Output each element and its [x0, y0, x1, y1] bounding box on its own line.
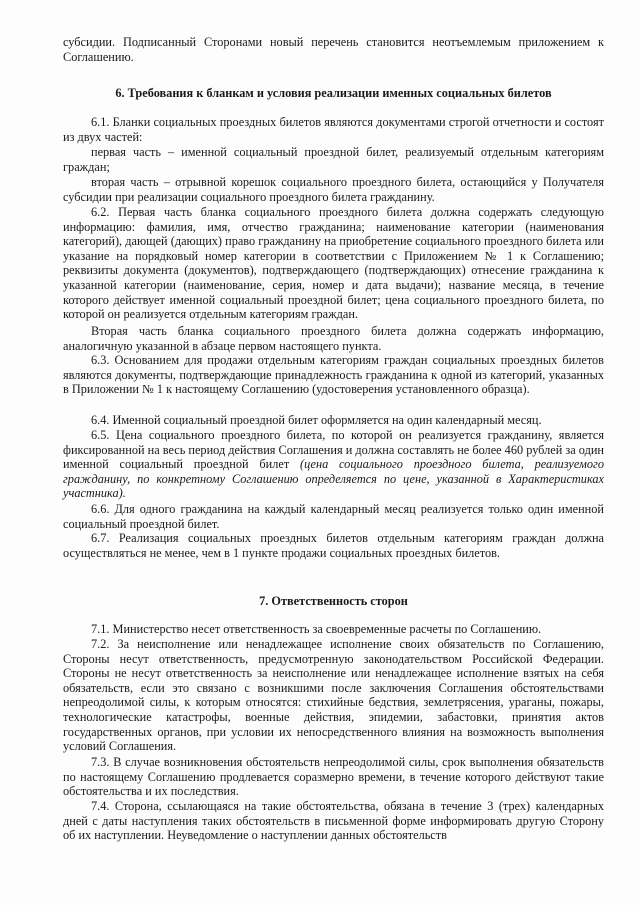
- paragraph-7-4: 7.4. Сторона, ссылающаяся на такие обстоятельства, обязана в течение 3 (трех) календарных дней с даты наступления таких обстоятельств в письменной форме информировать другую Сторону об их наступлении. Неуведомление о наступлении данных обстоятельств: [63, 799, 604, 843]
- paragraph-6-5-main: 6.5. Цена социального проездного билета, по которой он реализуется гражданину, является фиксированной на весь период действия Соглашения и должна составлять не более 460 рублей за один именной социальный проездной билет: [63, 428, 604, 472]
- paragraph-6-4: 6.4. Именной социальный проездной билет оформляется на один календарный месяц.: [91, 413, 542, 427]
- paragraph-6-5: [63, 428, 604, 501]
- paragraph-6-1-part2: вторая часть – отрывной корешок социального проездного билета, остающийся у Получателя субсидии при реализации социального проездного билета гражданину.: [63, 175, 604, 204]
- paragraph-6-7: 6.7. Реализация социальных проездных билетов отдельным категориям граждан должна осуществляться не менее, чем в 1 пункте продажи социальных проездных билетов.: [63, 531, 604, 560]
- paragraph-intro: субсидии. Подписанный Сторонами новый перечень становится неотъемлемым приложением к Соглашению.: [63, 35, 604, 64]
- section-6-heading: 6. Требования к бланкам и условия реализации именных социальных билетов: [115, 86, 552, 100]
- paragraph-7-2: 7.2. За неисполнение или ненадлежащее исполнение своих обязательств по Соглашению, Стороны несут ответственность, предусмотренную законодательством Российской Федерации. Стороны не несут ответственность за неисполнение или ненадлежащее исполнение взятых на себя обязательств, если это связано с возникшими после заключения Соглашения обстоятельствами непреодолимой силы, к которым относятся: стихийные бедствия, землетрясения, ураганы, пожары, технологические катастрофы, военные действия, эпидемии, забастовки, принятия актов государственных органов, при условии их непосредственного влияния на возможность выполнения условий Соглашения.: [63, 637, 604, 754]
- paragraph-6-1-part1: первая часть – именной социальный проездной билет, реализуемый отдельным категориям граждан;: [63, 145, 604, 174]
- section-7-heading: 7. Ответственность сторон: [259, 594, 408, 608]
- paragraph-7-1: 7.1. Министерство несет ответственность за своевременные расчеты по Соглашению.: [91, 622, 542, 636]
- paragraph-6-2-second-part: Вторая часть бланка социального проездного билета должна содержать информацию, аналогичную указанной в абзаце первом настоящего пункта.: [63, 324, 604, 353]
- paragraph-6-6: 6.6. Для одного гражданина на каждый календарный месяц реализуется только один именной социальный проездной билет.: [63, 502, 604, 531]
- paragraph-6-1: 6.1. Бланки социальных проездных билетов являются документами строгой отчетности и состоят из двух частей:: [63, 115, 604, 144]
- paragraph-6-5-note: (цена социального проездного билета, реализуемого гражданину, по конкретному Соглашению определяется по цене, указанной в Характеристиках участника).: [63, 457, 604, 501]
- paragraph-6-3: 6.3. Основанием для продажи отдельным категориям граждан социальных проездных билетов являются документы, подтверждающие принадлежность гражданина к одной из категорий, указанных в Приложении № 1 к настоящему Соглашению (удостоверения установленного образца).: [63, 353, 604, 397]
- paragraph-7-3: 7.3. В случае возникновения обстоятельств непреодолимой силы, срок выполнения обязательств по настоящему Соглашению продлевается соразмерно времени, в течение которого действуют такие обстоятельства и их последствия.: [63, 755, 604, 799]
- paragraph-6-2: 6.2. Первая часть бланка социального проездного билета должна содержать следующую информацию: фамилия, имя, отчество гражданина; наименование категории (наименования категорий), дающей (дающих) право гражданину на приобретение социального проездного билета или указание на порядковый номер категории в соответствии с Приложением № 1 к Соглашению; реквизиты документа (документов), подтверждающего (подтверждающих) отнесение гражданина к указанной категории (наименование, серия, номер и дата выдачи); название месяца, в течение которого действует именной социальный проездной билет; цена социального проездного билета, по которой он реализуется отдельным категориям граждан.: [63, 205, 604, 322]
